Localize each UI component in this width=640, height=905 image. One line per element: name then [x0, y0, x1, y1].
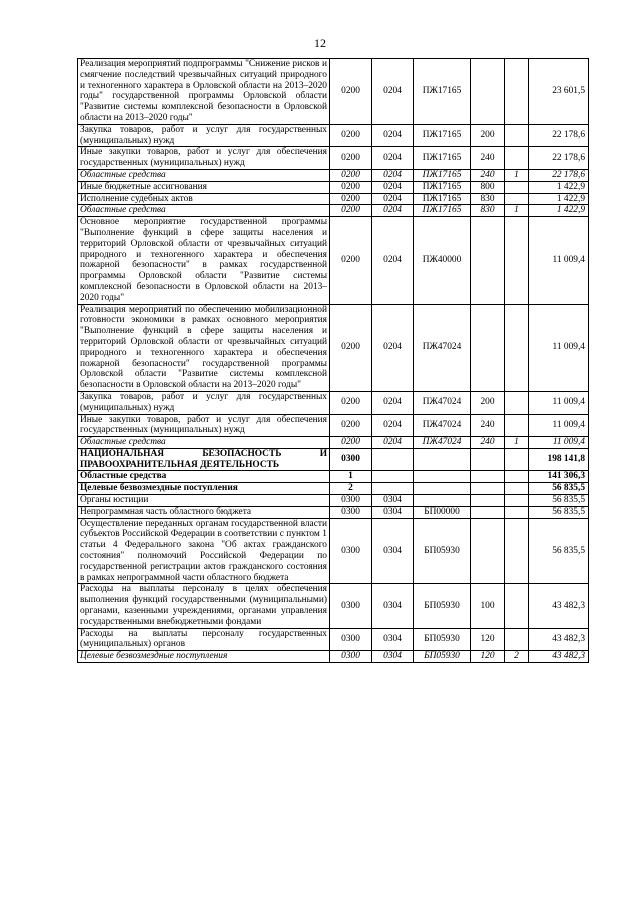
target-article-code: ПЖ17165 [414, 59, 471, 125]
amount: 1 422,9 [529, 181, 589, 193]
amount: 11 009,4 [529, 391, 589, 414]
funding-source-code [505, 217, 529, 304]
expense-description: Областные средства [78, 437, 330, 449]
table-row [78, 506, 589, 518]
table-row [78, 217, 589, 304]
expense-type-code: 200 [471, 391, 505, 414]
target-article-code: ПЖ40000 [414, 217, 471, 304]
table-row [78, 169, 589, 181]
budget-table [77, 58, 589, 663]
expense-type-code: 240 [471, 437, 505, 449]
subsection-code: 0204 [372, 217, 414, 304]
amount: 56 835,5 [529, 518, 589, 584]
target-article-code: БП05930 [414, 628, 471, 651]
target-article-code: ПЖ17165 [414, 193, 471, 205]
funding-source-code [505, 628, 529, 651]
target-article-code: ПЖ17165 [414, 124, 471, 147]
section-code: 0200 [330, 437, 372, 449]
target-article-code [414, 448, 471, 471]
section-code: 0300 [330, 506, 372, 518]
amount: 198 141,8 [529, 448, 589, 471]
expense-type-code [471, 59, 505, 125]
section-code: 0200 [330, 193, 372, 205]
subsection-code: 0204 [372, 304, 414, 391]
amount: 56 835,5 [529, 506, 589, 518]
amount: 11 009,4 [529, 304, 589, 391]
table-row [78, 414, 589, 437]
expense-type-code: 120 [471, 628, 505, 651]
funding-source-code: 1 [505, 437, 529, 449]
expense-type-code [471, 495, 505, 507]
funding-source-code: 2 [505, 651, 529, 663]
funding-source-code [505, 391, 529, 414]
table-row [78, 124, 589, 147]
expense-type-code: 200 [471, 124, 505, 147]
subsection-code: 0204 [372, 181, 414, 193]
expense-description: Целевые безвозмездные поступления [78, 483, 330, 495]
subsection-code: 0204 [372, 414, 414, 437]
target-article-code: ПЖ47024 [414, 414, 471, 437]
subsection-code [372, 448, 414, 471]
section-code: 0300 [330, 651, 372, 663]
amount: 43 482,3 [529, 628, 589, 651]
funding-source-code [505, 448, 529, 471]
table-row [78, 193, 589, 205]
table-row [78, 584, 589, 628]
subsection-code: 0204 [372, 147, 414, 170]
amount: 1 422,9 [529, 193, 589, 205]
expense-type-code: 830 [471, 205, 505, 217]
amount: 56 835,5 [529, 483, 589, 495]
section-code: 0300 [330, 448, 372, 471]
expense-type-code [471, 448, 505, 471]
target-article-code: БП05930 [414, 518, 471, 584]
subsection-code: 0304 [372, 518, 414, 584]
subsection-code: 0204 [372, 391, 414, 414]
target-article-code: ПЖ47024 [414, 391, 471, 414]
expense-description: Закупка товаров, работ и услуг для государственных (муниципальных) нужд [78, 391, 330, 414]
table-row [78, 59, 589, 125]
subsection-code: 0204 [372, 124, 414, 147]
amount: 11 009,4 [529, 217, 589, 304]
section-code: 0300 [330, 495, 372, 507]
funding-source-code [505, 181, 529, 193]
funding-source-code [505, 518, 529, 584]
subsection-code [372, 471, 414, 483]
budget-table-body [78, 59, 589, 663]
table-row [78, 518, 589, 584]
table-row [78, 651, 589, 663]
expense-type-code [471, 483, 505, 495]
expense-description: Основное мероприятие государственной программы "Выполнение функций в сфере защиты населения и территорий Орловской области от чрезвычайных ситуаций природного и техногенного характера и обеспечения пожарной безопасности" в рамках государственной программы Орловской области "Развитие системы комплексной безопасности в Орловской области на 2013–2020 годы" [78, 217, 330, 304]
target-article-code [414, 483, 471, 495]
table-row [78, 205, 589, 217]
subsection-code: 0204 [372, 59, 414, 125]
table-row [78, 628, 589, 651]
funding-source-code: 1 [505, 169, 529, 181]
expense-description: Расходы на выплаты персоналу в целях обеспечения выполнения функций государственными (муниципальными) органами, казенными учреждениями, органами управления государственными внебюджетными фондами [78, 584, 330, 628]
expense-description: Областные средства [78, 205, 330, 217]
section-code: 0200 [330, 414, 372, 437]
expense-description: Исполнение судебных актов [78, 193, 330, 205]
expense-description: Реализация мероприятий подпрограммы "Снижение рисков и смягчение последствий чрезвычайных ситуаций природного и техногенного характера в Орловской области на 2013–2020 годы" государственной программы Орловской области "Развитие системы комплексной безопасности в Орловской области на 2013–2020 годы" [78, 59, 330, 125]
funding-source-code [505, 124, 529, 147]
expense-type-code [471, 471, 505, 483]
target-article-code: БП05930 [414, 584, 471, 628]
amount: 11 009,4 [529, 414, 589, 437]
funding-source-code: 1 [505, 205, 529, 217]
amount: 22 178,6 [529, 147, 589, 170]
table-row [78, 495, 589, 507]
expense-type-code: 120 [471, 651, 505, 663]
amount: 22 178,6 [529, 169, 589, 181]
expense-description: Осуществление переданных органам государственной власти субъектов Российской Федерации в соответствии с пунктом 1 статьи 4 Федерального закона "Об актах гражданского состояния" полномочий Российской Федерации по государственной регистрации актов гражданского состояния в рамках непрограммной части областного бюджета [78, 518, 330, 584]
expense-description: Областные средства [78, 169, 330, 181]
expense-description: Целевые безвозмездные поступления [78, 651, 330, 663]
funding-source-code [505, 495, 529, 507]
table-row [78, 437, 589, 449]
amount: 56 835,5 [529, 495, 589, 507]
target-article-code [414, 495, 471, 507]
target-article-code: ПЖ17165 [414, 205, 471, 217]
page-number: 12 [314, 36, 326, 50]
section-code: 0200 [330, 391, 372, 414]
expense-type-code: 240 [471, 147, 505, 170]
expense-type-code: 830 [471, 193, 505, 205]
table-row [78, 471, 589, 483]
subsection-code: 0204 [372, 437, 414, 449]
funding-source-code [505, 584, 529, 628]
funding-source-code [505, 483, 529, 495]
expense-description: Иные закупки товаров, работ и услуг для обеспечения государственных (муниципальных) нужд [78, 414, 330, 437]
table-row [78, 181, 589, 193]
subsection-code [372, 483, 414, 495]
amount: 22 178,6 [529, 124, 589, 147]
subsection-code: 0304 [372, 651, 414, 663]
expense-description: Иные закупки товаров, работ и услуг для обеспечения государственных (муниципальных) нужд [78, 147, 330, 170]
subsection-code: 0204 [372, 193, 414, 205]
section-code: 0200 [330, 205, 372, 217]
subsection-code: 0304 [372, 495, 414, 507]
funding-source-code [505, 59, 529, 125]
section-code: 0200 [330, 124, 372, 147]
expense-type-code [471, 217, 505, 304]
target-article-code: БП05930 [414, 651, 471, 663]
amount: 23 601,5 [529, 59, 589, 125]
section-code: 0200 [330, 304, 372, 391]
expense-description: Расходы на выплаты персоналу государственных (муниципальных) органов [78, 628, 330, 651]
expense-description: Непрограммная часть областного бюджета [78, 506, 330, 518]
table-row [78, 391, 589, 414]
amount: 141 306,3 [529, 471, 589, 483]
amount: 11 009,4 [529, 437, 589, 449]
table-row [78, 304, 589, 391]
amount: 43 482,3 [529, 584, 589, 628]
target-article-code: ПЖ47024 [414, 437, 471, 449]
target-article-code: ПЖ17165 [414, 181, 471, 193]
section-code: 0300 [330, 518, 372, 584]
subsection-code: 0204 [372, 169, 414, 181]
amount: 1 422,9 [529, 205, 589, 217]
section-code: 0200 [330, 59, 372, 125]
section-code: 0200 [330, 169, 372, 181]
section-code: 2 [330, 483, 372, 495]
expense-type-code: 240 [471, 414, 505, 437]
funding-source-code [505, 193, 529, 205]
funding-source-code [505, 471, 529, 483]
table-row [78, 147, 589, 170]
funding-source-code [505, 147, 529, 170]
expense-type-code: 240 [471, 169, 505, 181]
expense-description: Областные средства [78, 471, 330, 483]
subsection-code: 0204 [372, 205, 414, 217]
funding-source-code [505, 506, 529, 518]
expense-type-code [471, 506, 505, 518]
subsection-code: 0304 [372, 628, 414, 651]
expense-description: Закупка товаров, работ и услуг для государственных (муниципальных) нужд [78, 124, 330, 147]
expense-type-code: 100 [471, 584, 505, 628]
section-code: 0200 [330, 147, 372, 170]
table-row [78, 483, 589, 495]
section-code: 0200 [330, 217, 372, 304]
target-article-code: ПЖ47024 [414, 304, 471, 391]
expense-description: Органы юстиции [78, 495, 330, 507]
subsection-code: 0304 [372, 506, 414, 518]
section-code: 0300 [330, 584, 372, 628]
expense-type-code: 800 [471, 181, 505, 193]
expense-description: НАЦИОНАЛЬНАЯ БЕЗОПАСНОСТЬ И ПРАВООХРАНИТЕЛЬНАЯ ДЕЯТЕЛЬНОСТЬ [78, 448, 330, 471]
target-article-code [414, 471, 471, 483]
table-row [78, 448, 589, 471]
expense-type-code [471, 518, 505, 584]
target-article-code: БП00000 [414, 506, 471, 518]
target-article-code: ПЖ17165 [414, 147, 471, 170]
section-code: 0300 [330, 628, 372, 651]
funding-source-code [505, 414, 529, 437]
expense-description: Иные бюджетные ассигнования [78, 181, 330, 193]
expense-type-code [471, 304, 505, 391]
funding-source-code [505, 304, 529, 391]
section-code: 1 [330, 471, 372, 483]
target-article-code: ПЖ17165 [414, 169, 471, 181]
amount: 43 482,3 [529, 651, 589, 663]
expense-description: Реализация мероприятий по обеспечению мобилизационной готовности экономики в рамках основного мероприятия "Выполнение функций в сфере защиты населения и территорий Орловской области от чрезвычайных ситуаций природного и техногенного характера и обеспечения пожарной безопасности" государственной программы Орловской области "Развитие системы комплексной безопасности в Орловской области на 2013–2020 годы" [78, 304, 330, 391]
subsection-code: 0304 [372, 584, 414, 628]
section-code: 0200 [330, 181, 372, 193]
